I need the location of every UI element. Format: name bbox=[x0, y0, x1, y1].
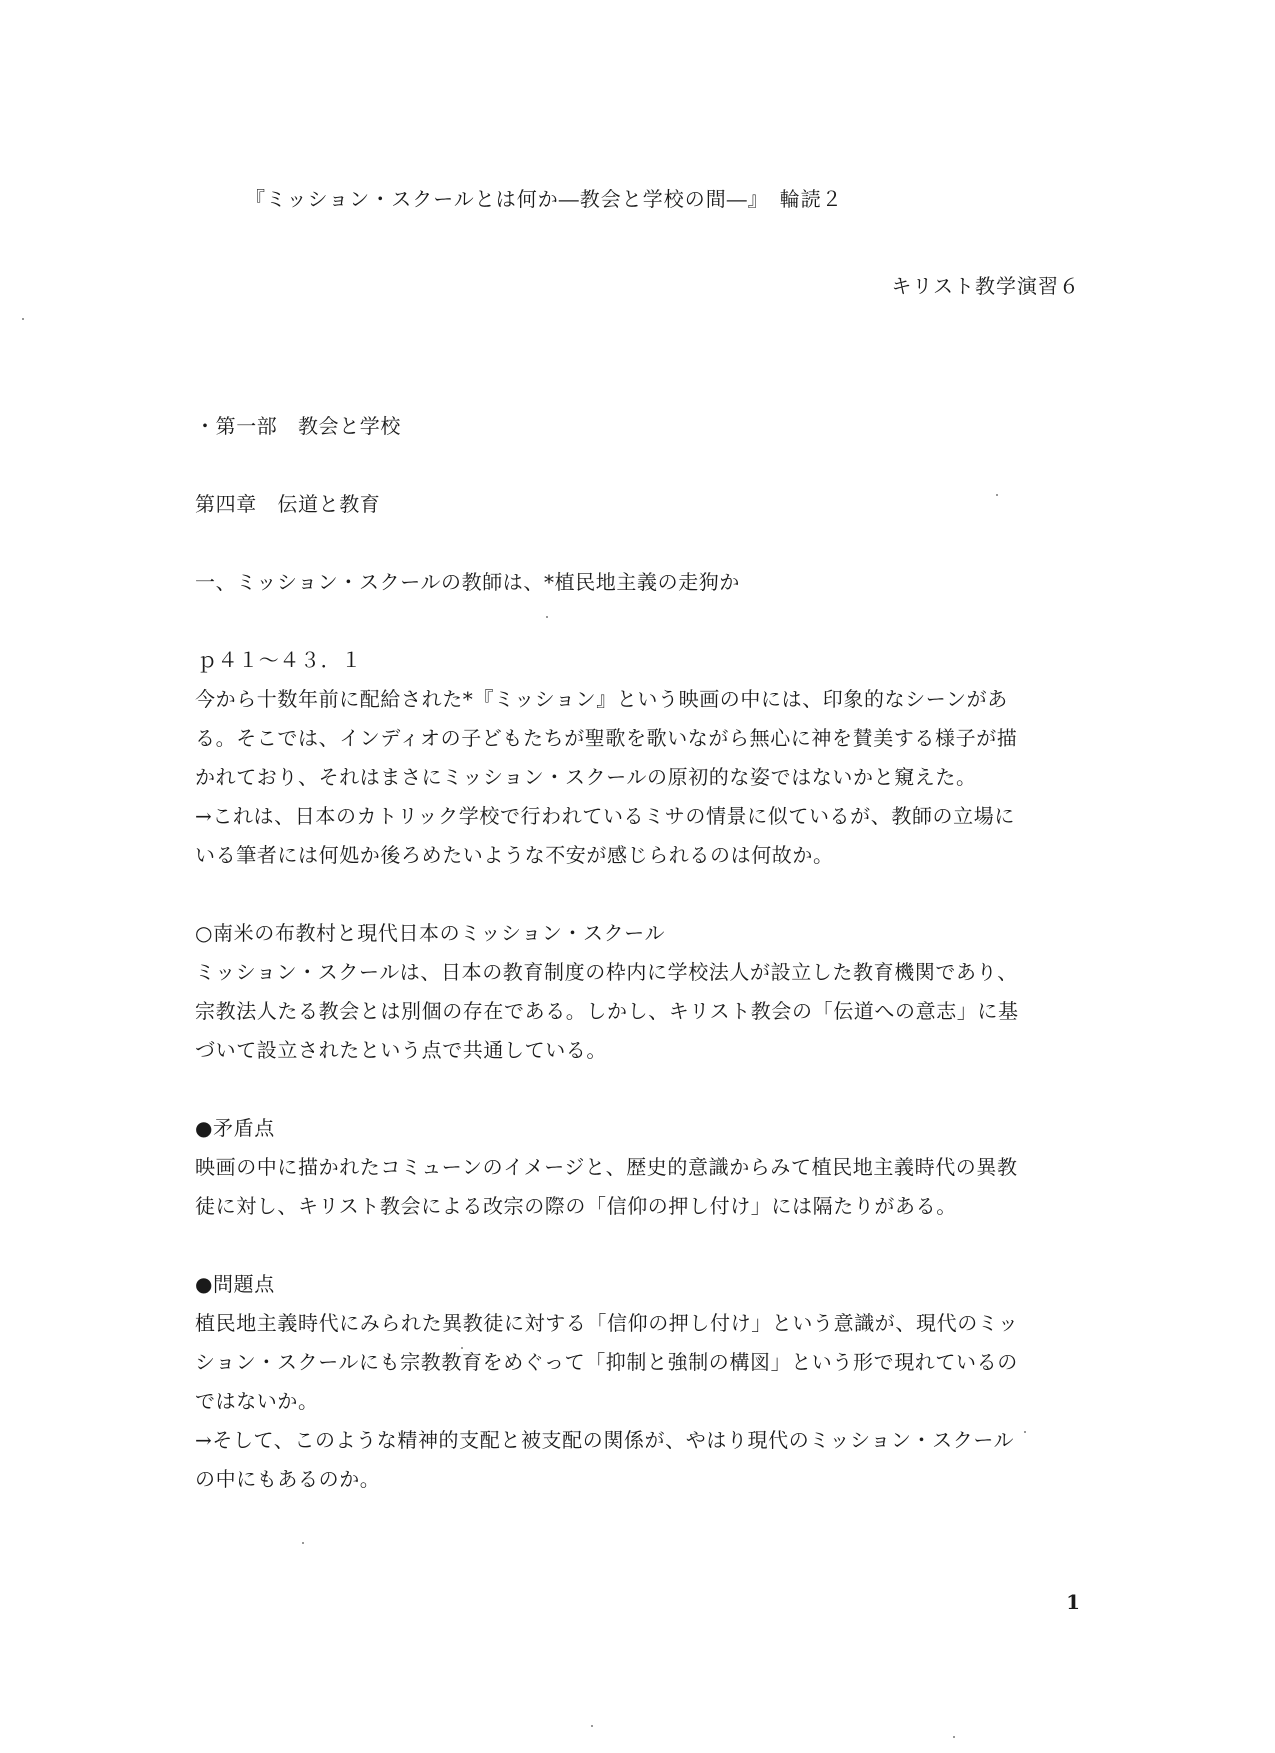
scan-speck bbox=[953, 1736, 955, 1738]
paragraph-line: 徒に対し、キリスト教会による改宗の際の「信仰の押し付け」には隔たりがある。 bbox=[195, 1194, 957, 1218]
part-heading: ・第一部 教会と学校 bbox=[195, 414, 401, 438]
paragraph-line: ション・スクールにも宗教教育をめぐって「抑制と強制の構図」という形で現れているの bbox=[195, 1350, 1018, 1374]
paragraph-line: →そして、このような精神的支配と被支配の関係が、やはり現代のミッション・スクール bbox=[195, 1428, 1015, 1452]
paragraph-line: →これは、日本のカトリック学校で行われているミサの情景に似ているが、教師の立場に bbox=[195, 804, 1015, 828]
body-text bbox=[195, 407, 1100, 1499]
comparison-heading: ○南米の布教村と現代日本のミッション・スクール bbox=[195, 921, 666, 945]
scan-speck bbox=[22, 318, 24, 320]
contradiction-section bbox=[195, 1109, 1100, 1226]
chapter-heading: 第四章 伝道と教育 bbox=[195, 492, 381, 516]
paragraph-line: の中にもあるのか。 bbox=[195, 1467, 381, 1491]
problem-heading: ●問題点 bbox=[195, 1272, 275, 1296]
scan-speck bbox=[461, 1347, 463, 1349]
paragraph-line: いる筆者には何処か後ろめたいような不安が感じられるのは何故か。 bbox=[195, 843, 834, 867]
paragraph-line: ではないか。 bbox=[195, 1389, 319, 1413]
problem-section bbox=[195, 1265, 1100, 1499]
paragraph-line: づいて設立されたという点で共通している。 bbox=[195, 1038, 607, 1062]
scan-speck bbox=[1024, 1431, 1026, 1433]
scan-speck bbox=[591, 1725, 593, 1727]
contradiction-heading: ●矛盾点 bbox=[195, 1116, 275, 1140]
paragraph-line: かれており、それはまさにミッション・スクールの原初的な姿ではないかと窺えた。 bbox=[195, 765, 977, 789]
scan-speck bbox=[996, 494, 998, 496]
document-title: 『ミッション・スクールとは何か―教会と学校の間―』 輪読２ bbox=[245, 187, 843, 211]
page-number: 1 bbox=[1066, 1590, 1080, 1614]
paragraph-line: ミッション・スクールは、日本の教育制度の枠内に学校法人が設立した教育機関であり、 bbox=[195, 960, 1018, 984]
page-reference: ｐ４１〜４３．１ bbox=[197, 648, 362, 672]
comparison-section bbox=[195, 914, 1100, 1070]
intro-paragraph bbox=[195, 641, 1100, 875]
paragraph-line: 今から十数年前に配給された*『ミッション』という映画の中には、印象的なシーンがあ bbox=[195, 687, 1008, 711]
paragraph-line: 映画の中に描かれたコミューンのイメージと、歴史的意識からみて植民地主義時代の異教 bbox=[195, 1155, 1018, 1179]
scan-speck bbox=[302, 1542, 304, 1544]
scan-speck bbox=[546, 616, 548, 618]
paragraph-line: 植民地主義時代にみられた異教徒に対する「信仰の押し付け」という意識が、現代のミッ bbox=[195, 1311, 1019, 1335]
paragraph-line: 宗教法人たる教会とは別個の存在である。しかし、キリスト教会の「伝道への意志」に基 bbox=[195, 999, 1019, 1023]
paragraph-line: る。そこでは、インディオの子どもたちが聖歌を歌いながら無心に神を賛美する様子が描 bbox=[195, 726, 1018, 750]
section-heading: 一、ミッション・スクールの教師は、*植民地主義の走狗か bbox=[195, 570, 740, 594]
course-name: キリスト教学演習６ bbox=[891, 274, 1080, 298]
